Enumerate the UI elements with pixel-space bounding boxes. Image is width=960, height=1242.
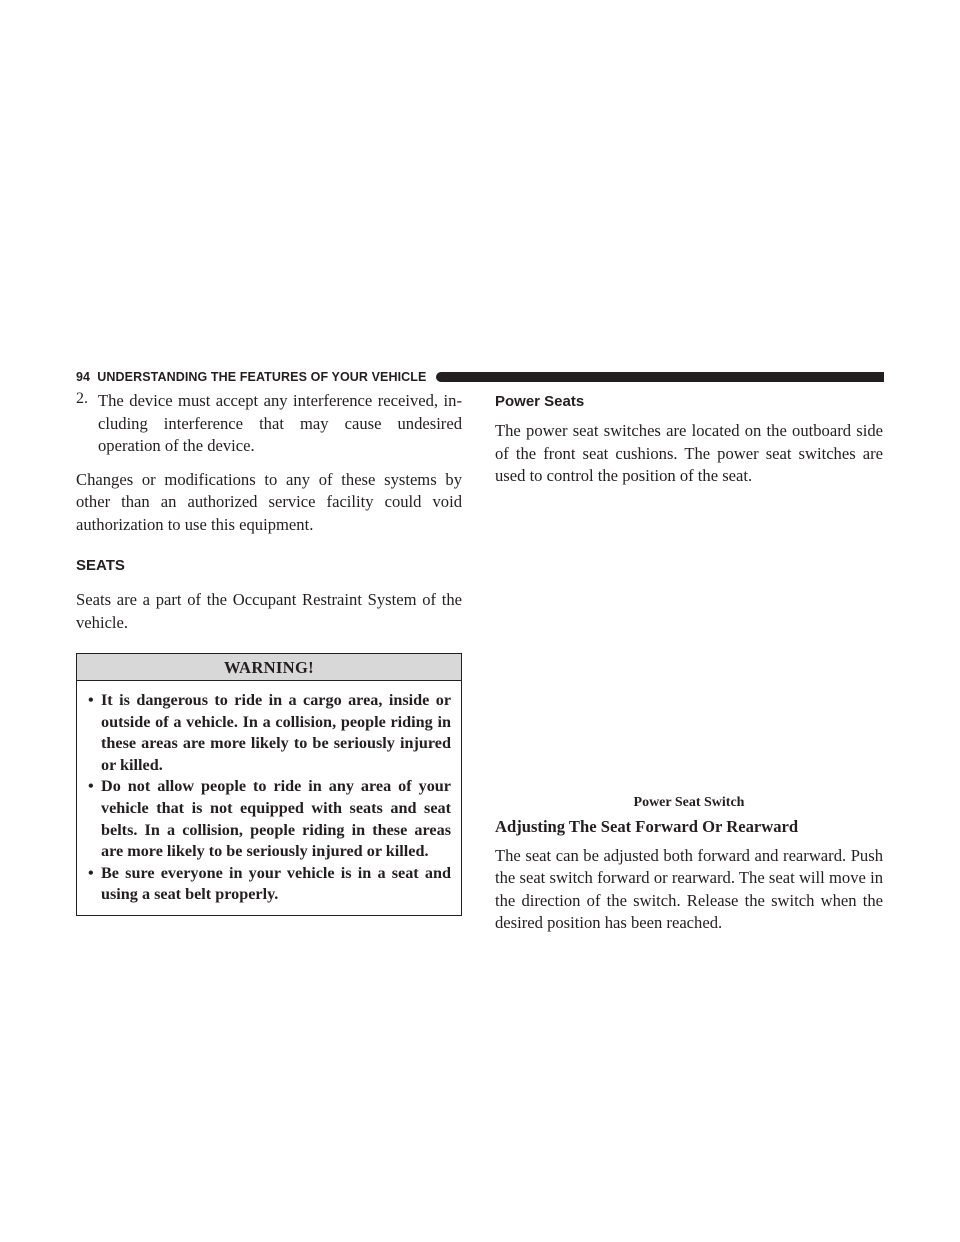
warning-item-text: Do not allow people to ride in any area of your vehicle that is not equipped with seats and seat belts. In a collision, people riding in these areas are more likely to be seriously injured or killed.: [101, 777, 451, 861]
list-item: [76, 390, 462, 458]
warning-item: [87, 690, 451, 776]
seats-heading: SEATS: [76, 557, 125, 574]
warning-item-text: Be sure everyone in your vehicle is in a seat and using a seat belt properly.: [101, 863, 451, 904]
header-rule: [436, 372, 884, 382]
warning-item: [87, 863, 451, 906]
figure-area: [495, 488, 883, 795]
bullet-icon: •: [88, 777, 94, 796]
warning-list: [77, 681, 461, 915]
power-seats-heading: Power Seats: [495, 393, 585, 410]
seats-paragraph: Seats are a part of the Occupant Restraint System of the vehicle.: [76, 590, 462, 632]
power-seats-paragraph: The power seat switches are located on the outboard side of the front seat cushions. The power seat switches are used to control the position of the seat.: [495, 421, 883, 485]
header-text: [76, 370, 426, 384]
bullet-icon: •: [88, 863, 94, 882]
warning-box: [76, 653, 462, 916]
left-column: [76, 390, 462, 916]
adjust-paragraph: The seat can be adjusted both forward and rearward. Push the seat switch forward or rearward. The seat will move in the direction of the switch. Release the switch when the desired position has been reached.: [495, 845, 883, 932]
page-number: 94: [76, 370, 91, 384]
adjust-heading: Adjusting The Seat Forward Or Rearward: [495, 816, 799, 836]
changes-paragraph: Changes or modifications to any of these systems by other than an authorized service facility could void authorization to use this equipment.: [76, 469, 462, 534]
bullet-icon: •: [88, 691, 94, 709]
warning-title: WARNING!: [77, 654, 461, 681]
list-item-text: The device must accept any interference received, in-cluding interference that may cause undesired operation of the device.: [98, 391, 462, 455]
section-title: UNDERSTANDING THE FEATURES OF YOUR VEHICLE: [97, 370, 427, 384]
warning-item-text: It is dangerous to ride in a cargo area, inside or outside of a vehicle. In a collision, people riding in these areas are more likely to be seriously injured or killed.: [101, 691, 451, 774]
right-column: [495, 390, 883, 935]
warning-item: [87, 776, 451, 862]
page-header: [76, 370, 884, 384]
list-number: 2.: [76, 390, 88, 407]
figure-caption: Power Seat Switch: [633, 794, 745, 810]
